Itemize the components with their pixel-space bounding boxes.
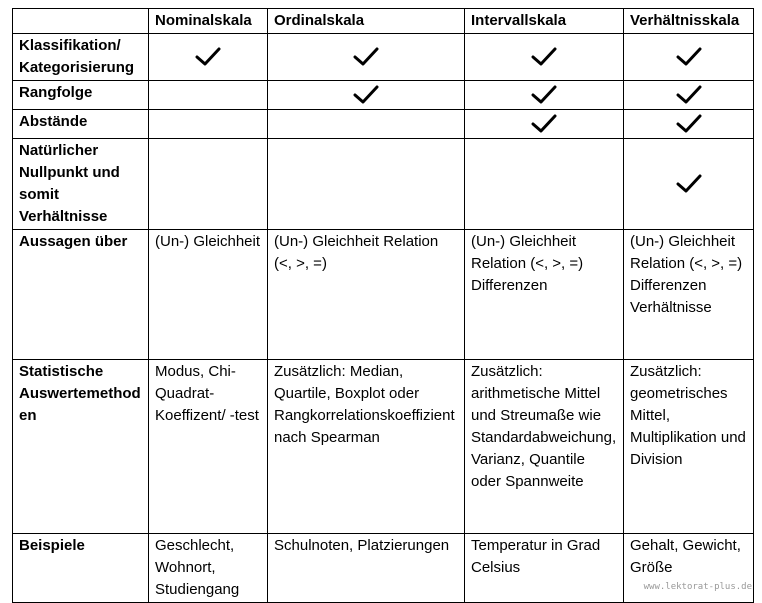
row-aussagen xyxy=(13,230,754,360)
row-rangfolge xyxy=(13,81,754,110)
scales-comparison-table xyxy=(12,8,754,603)
row-label-rangfolge: Rangfolge xyxy=(13,81,149,110)
checkmark-icon xyxy=(353,47,379,67)
cell-check xyxy=(149,139,268,230)
cell-check xyxy=(149,34,268,81)
checkmark-icon xyxy=(195,47,221,67)
cell-text: Zusätzlich: geometrisches Mittel, Multiplikation und Division xyxy=(624,360,754,534)
cell-text: (Un-) Gleichheit Relation (<, >, =) Differenzen xyxy=(465,230,624,360)
cell-text: Modus, Chi-Quadrat-Koeffizent/ -test xyxy=(149,360,268,534)
cell-text: Gehalt, Gewicht, Größe xyxy=(624,534,754,603)
checkmark-icon xyxy=(353,85,379,105)
checkmark-icon xyxy=(531,114,557,134)
row-abstaende xyxy=(13,110,754,139)
cell-check xyxy=(624,139,754,230)
checkmark-icon xyxy=(531,47,557,67)
cell-check xyxy=(465,34,624,81)
cell-check xyxy=(465,139,624,230)
cell-text: (Un-) Gleichheit xyxy=(149,230,268,360)
row-label-abstaende: Abstände xyxy=(13,110,149,139)
row-beispiele xyxy=(13,534,754,603)
cell-check xyxy=(465,110,624,139)
cell-check xyxy=(268,139,465,230)
row-nullpunkt xyxy=(13,139,754,230)
watermark: www.lektorat-plus.de xyxy=(643,582,752,592)
checkmark-icon xyxy=(676,174,702,194)
header-intervallskala: Intervallskala xyxy=(465,9,624,34)
cell-text: Schulnoten, Platzierungen xyxy=(268,534,465,603)
row-label-nullpunkt: Natürlicher Nullpunkt und somit Verhältnisse xyxy=(13,139,149,230)
cell-text: Zusätzlich: arithmetische Mittel und Streumaße wie Standardabweichung, Varianz, Quantile oder Spannweite xyxy=(465,360,624,534)
row-label-aussagen: Aussagen über xyxy=(13,230,149,360)
cell-text: Geschlecht, Wohnort, Studiengang xyxy=(149,534,268,603)
cell-check xyxy=(268,34,465,81)
row-label-beispiele: Beispiele xyxy=(13,534,149,603)
cell-check xyxy=(624,34,754,81)
checkmark-icon xyxy=(676,114,702,134)
checkmark-icon xyxy=(676,85,702,105)
cell-check xyxy=(268,81,465,110)
row-auswertemethoden xyxy=(13,360,754,534)
row-label-klassifikation: Klassifikation/ Kategorisierung xyxy=(13,34,149,81)
cell-text: (Un-) Gleichheit Relation (<, >, =) Differenzen Verhältnisse xyxy=(624,230,754,360)
checkmark-icon xyxy=(531,85,557,105)
cell-check xyxy=(268,110,465,139)
row-label-auswertemethoden: Statistische Auswertemethoden xyxy=(13,360,149,534)
row-klassifikation xyxy=(13,34,754,81)
cell-check xyxy=(149,110,268,139)
header-row xyxy=(13,9,754,34)
header-nominalskala: Nominalskala xyxy=(149,9,268,34)
header-verhaeltnisskala: Verhältnisskala xyxy=(624,9,754,34)
cell-text: Temperatur in Grad Celsius xyxy=(465,534,624,603)
header-ordinalskala: Ordinalskala xyxy=(268,9,465,34)
checkmark-icon xyxy=(676,47,702,67)
cell-check xyxy=(624,81,754,110)
header-corner-cell xyxy=(13,9,149,34)
cell-check xyxy=(624,110,754,139)
cell-text: (Un-) Gleichheit Relation (<, >, =) xyxy=(268,230,465,360)
cell-text: Zusätzlich: Median, Quartile, Boxplot oder Rangkorrelationskoeffizient nach Spearman xyxy=(268,360,465,534)
cell-check xyxy=(465,81,624,110)
cell-check xyxy=(149,81,268,110)
